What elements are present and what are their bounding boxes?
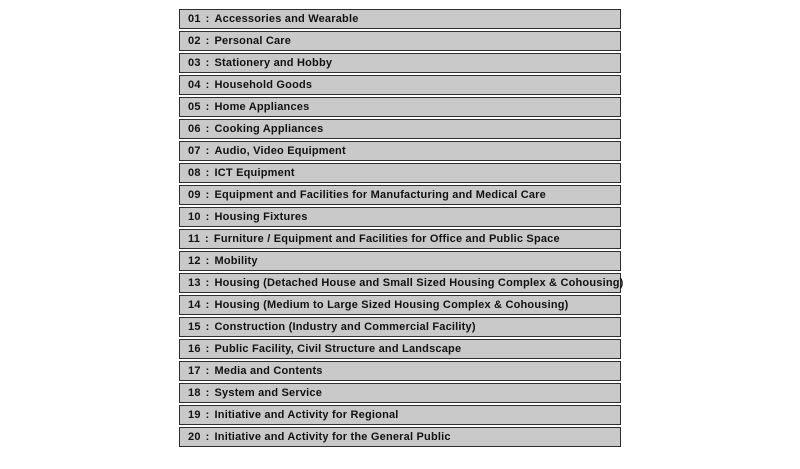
category-item-17[interactable] — [179, 361, 621, 381]
category-label: Housing (Detached House and Small Sized Housing Complex & Cohousing) — [214, 277, 624, 289]
category-separator: : — [205, 145, 210, 157]
category-label: Audio, Video Equipment — [214, 145, 346, 157]
category-separator: : — [205, 277, 210, 289]
category-label: Initiative and Activity for Regional — [214, 409, 399, 421]
category-number: 08 — [188, 167, 201, 179]
category-item-20[interactable] — [179, 427, 621, 447]
category-label: ICT Equipment — [214, 167, 295, 179]
category-label: System and Service — [214, 387, 323, 399]
category-item-07[interactable] — [179, 141, 621, 161]
category-separator: : — [205, 35, 210, 47]
category-item-15[interactable] — [179, 317, 621, 337]
category-number: 07 — [188, 145, 201, 157]
category-number: 20 — [188, 431, 201, 443]
category-number: 18 — [188, 387, 201, 399]
category-item-08[interactable] — [179, 163, 621, 183]
category-item-19[interactable] — [179, 405, 621, 425]
category-label: Housing Fixtures — [214, 211, 308, 223]
category-label: Accessories and Wearable — [214, 13, 359, 25]
category-number: 04 — [188, 79, 201, 91]
category-separator: : — [205, 431, 210, 443]
category-item-16[interactable] — [179, 339, 621, 359]
category-label: Stationery and Hobby — [214, 57, 333, 69]
category-label: Equipment and Facilities for Manufacturing and Medical Care — [214, 189, 546, 201]
category-label: Home Appliances — [214, 101, 310, 113]
category-number: 01 — [188, 13, 201, 25]
category-item-04[interactable] — [179, 75, 621, 95]
category-separator: : — [205, 365, 210, 377]
category-item-10[interactable] — [179, 207, 621, 227]
category-item-03[interactable] — [179, 53, 621, 73]
category-label: Cooking Appliances — [214, 123, 324, 135]
category-label: Household Goods — [214, 79, 313, 91]
category-separator: : — [205, 233, 209, 245]
category-number: 15 — [188, 321, 201, 333]
category-label: Housing (Medium to Large Sized Housing Complex & Cohousing) — [214, 299, 569, 311]
category-label: Initiative and Activity for the General Public — [214, 431, 451, 443]
category-number: 19 — [188, 409, 201, 421]
category-item-14[interactable] — [179, 295, 621, 315]
category-item-02[interactable] — [179, 31, 621, 51]
category-item-01[interactable] — [179, 9, 621, 29]
category-separator: : — [205, 299, 210, 311]
category-label: Furniture / Equipment and Facilities for Office and Public Space — [213, 233, 560, 245]
category-separator: : — [205, 409, 210, 421]
category-separator: : — [205, 211, 210, 223]
category-label: Construction (Industry and Commercial Facility) — [214, 321, 476, 333]
category-separator: : — [205, 167, 210, 179]
category-label: Personal Care — [214, 35, 292, 47]
category-number: 14 — [188, 299, 201, 311]
category-label: Public Facility, Civil Structure and Landscape — [214, 343, 462, 355]
category-number: 03 — [188, 57, 201, 69]
category-item-09[interactable] — [179, 185, 621, 205]
category-label: Media and Contents — [214, 365, 323, 377]
category-item-11[interactable] — [179, 229, 621, 249]
category-number: 11 — [188, 233, 201, 245]
category-label: Mobility — [214, 255, 258, 267]
category-separator: : — [205, 57, 210, 69]
category-separator: : — [205, 189, 210, 201]
category-item-06[interactable] — [179, 119, 621, 139]
category-number: 13 — [188, 277, 201, 289]
category-number: 12 — [188, 255, 201, 267]
category-number: 16 — [188, 343, 201, 355]
category-separator: : — [205, 123, 210, 135]
category-number: 02 — [188, 35, 201, 47]
category-number: 09 — [188, 189, 201, 201]
category-separator: : — [205, 387, 210, 399]
category-item-12[interactable] — [179, 251, 621, 271]
category-number: 06 — [188, 123, 201, 135]
category-item-18[interactable] — [179, 383, 621, 403]
category-separator: : — [205, 321, 210, 333]
category-item-13[interactable] — [179, 273, 624, 293]
category-separator: : — [205, 13, 210, 25]
category-separator: : — [205, 101, 210, 113]
category-number: 17 — [188, 365, 201, 377]
category-separator: : — [205, 255, 210, 267]
category-separator: : — [205, 79, 210, 91]
category-item-05[interactable] — [179, 97, 621, 117]
category-list — [179, 9, 624, 447]
category-number: 10 — [188, 211, 201, 223]
category-number: 05 — [188, 101, 201, 113]
category-separator: : — [205, 343, 210, 355]
